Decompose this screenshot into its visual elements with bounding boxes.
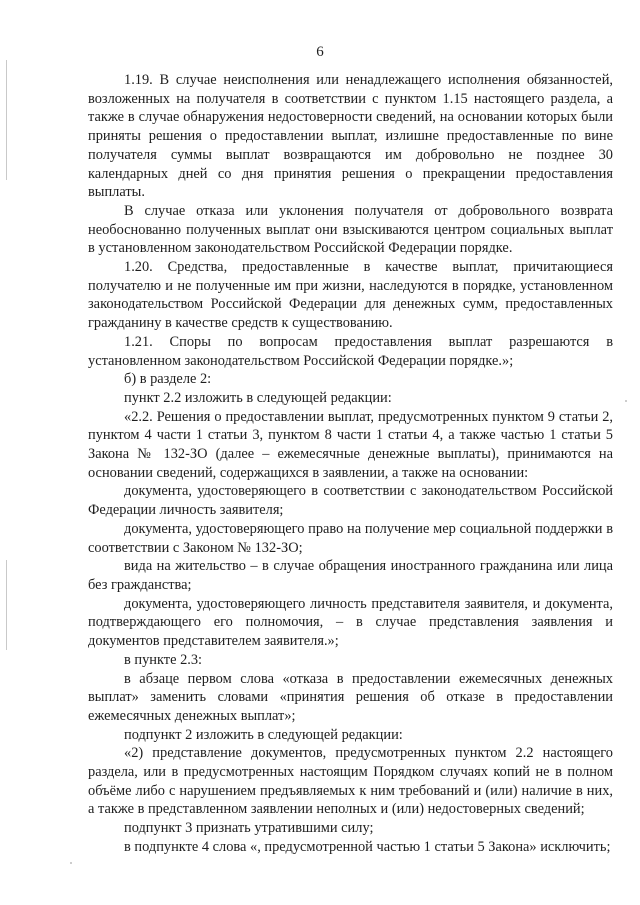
paragraph-item-2-3: в пункте 2.3: [124, 651, 203, 668]
paragraph-refusal: В случае отказа или уклонения получателя от добровольного возврата необоснованно полученных выплат они взыскиваются центром социальных выплат в установленном законодательством Российской Федерации порядке. [88, 202, 613, 257]
paragraph-representative-doc: документа, удостоверяющего личность представителя заявителя, и документа, подтверждающего его полномочия, – в случае представления заявления и документов представителем заявителя.»; [88, 595, 613, 650]
paragraph-item-2-2-intro: пункт 2.2 изложить в следующей редакции: [124, 389, 392, 406]
page-number: 6 [316, 44, 324, 60]
scan-margin-line [6, 560, 7, 650]
paragraph-1-20: 1.20. Средства, предоставленные в качестве выплат, причитающиеся получателю и не полученные им при жизни, наследуются в порядке, установленном законодательством Российской Федерации для денежных сумм, предоставленных гражданину в качестве средств к существованию. [88, 259, 613, 332]
paragraph-item-2-2: «2.2. Решения о предоставлении выплат, предусмотренных пунктом 9 статьи 2, пунктом 4 части 1 статьи 3, пунктом 8 части 1 статьи 4, а также частью 1 статьи 5 Закона № 132-ЗО (далее – ежемесячные денежные выплаты), принимаются на основании сведений, содержащихся в заявлении, а также на основании: [88, 408, 613, 481]
document-body [88, 71, 613, 857]
paragraph-subitem-3: подпункт 3 признать утратившими силу; [124, 820, 374, 837]
scan-margin-line [6, 60, 7, 180]
paragraph-subitem-4: в подпункте 4 слова «, предусмотренной частью 1 статьи 5 Закона» исключить; [124, 838, 611, 855]
paragraph-section-2: б) в разделе 2: [124, 371, 212, 388]
scan-speck [625, 400, 627, 402]
paragraph-1-21: 1.21. Споры по вопросам предоставления выплат разрешаются в установленном законодательством Российской Федерации порядке.»; [88, 333, 613, 369]
paragraph-subitem-2-intro: подпункт 2 изложить в следующей редакции: [124, 726, 403, 743]
paragraph-identity-doc: документа, удостоверяющего в соответствии с законодательством Российской Федерации личность заявителя; [88, 483, 613, 519]
paragraph-residence-permit: вида на жительство – в случае обращения иностранного гражданина или лица без гражданства; [88, 558, 613, 593]
paragraph-1-19: 1.19. В случае неисполнения или ненадлежащего исполнения обязанностей, возложенных на получателя в соответствии с пунктом 1.15 настоящего раздела, а также в случае обнаружения недостоверности сведений, на основании которых были приняты решения о предоставлении выплат, излишне предоставленные по вине получателя суммы выплат возвращаются им добровольно не позднее 30 календарных дней со дня принятия решения о прекращении предоставления выплаты. [88, 72, 613, 201]
paragraph-first-abzac: в абзаце первом слова «отказа в предоставлении ежемесячных денежных выплат» заменить словами «принятия решения об отказе в предоставлении ежемесячных денежных выплат»; [88, 670, 613, 724]
paragraph-support-doc: документа, удостоверяющего право на получение мер социальной поддержки в соответствии с Законом № 132-ЗО; [88, 520, 613, 556]
paragraph-subitem-2: «2) представление документов, предусмотренных пунктом 2.2 настоящего раздела, или в предусмотренных настоящим Порядком случаях копий не в полном объёме либо с нарушением предъявляемых к ним требований и (или) наличие в них, а также в представленном заявлении неполных и (или) недостоверных сведений; [88, 745, 613, 818]
scan-speck [70, 862, 72, 864]
